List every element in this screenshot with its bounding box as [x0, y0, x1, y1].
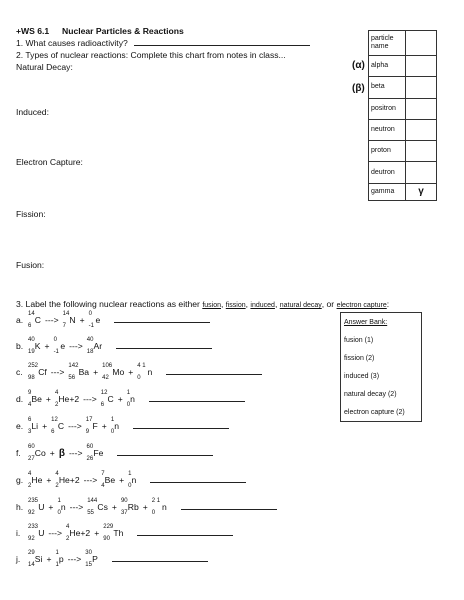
nuclide	[137, 363, 153, 381]
atomic-number: 0	[151, 510, 156, 516]
question-1	[16, 37, 310, 49]
reaction-g	[16, 471, 246, 489]
atomic-number: 37	[120, 510, 128, 516]
alpha-side-symbol: (α)	[352, 60, 365, 71]
mass-number: 60	[86, 444, 94, 450]
atomic-number: 0	[128, 483, 132, 489]
mass-number: 40	[86, 337, 94, 343]
reaction-arrow: --->	[69, 341, 83, 351]
mass-number: 233	[28, 524, 39, 530]
element-symbol: U	[38, 502, 45, 512]
mass-number: 4 1	[137, 363, 146, 369]
plus-sign: +	[46, 475, 52, 485]
nuclide	[28, 311, 42, 329]
atomic-number: 15	[85, 562, 92, 568]
atomic-number: 0	[137, 375, 141, 381]
term-electron-capture: electron capture	[336, 302, 387, 309]
particle-name: proton	[369, 141, 406, 162]
plus-sign: +	[142, 502, 148, 512]
answer-blank[interactable]	[137, 527, 233, 536]
nuclide	[66, 524, 91, 542]
plus-sign: +	[49, 448, 55, 458]
mass-number: 9	[28, 390, 32, 396]
nuclide	[126, 390, 135, 408]
atomic-number: 42	[102, 375, 109, 381]
answer-bank	[340, 312, 422, 422]
atomic-number: 14	[28, 562, 35, 568]
particle-table-header-row	[369, 31, 437, 56]
nuclide	[110, 417, 119, 435]
answer-line-q1[interactable]	[134, 37, 310, 46]
nuclide	[88, 311, 101, 329]
element-symbol: N	[69, 315, 76, 325]
nuclide	[53, 337, 66, 355]
reaction-label: j.	[16, 554, 21, 564]
mass-number: 252	[28, 363, 39, 369]
reaction-label: d.	[16, 394, 24, 404]
atomic-number: 1	[55, 562, 59, 568]
atomic-number: 0	[126, 402, 131, 408]
mass-number: 235	[28, 498, 39, 504]
nuclide	[57, 498, 66, 516]
particle-table	[368, 30, 437, 201]
reaction-label: g.	[16, 475, 24, 485]
mass-number: 12	[100, 390, 108, 396]
answer-bank-item: induced (3)	[344, 373, 380, 380]
particle-symbol-cell[interactable]	[406, 98, 437, 119]
atomic-number: 9	[85, 429, 90, 435]
reaction-c	[16, 363, 262, 381]
nuclide	[68, 363, 90, 381]
section-natural-decay: Natural Decay:	[16, 62, 73, 72]
particle-row	[369, 98, 437, 119]
atomic-number: 7	[62, 323, 66, 329]
answer-blank[interactable]	[133, 420, 229, 429]
element-symbol: C	[57, 421, 65, 431]
answer-blank[interactable]	[166, 366, 262, 375]
particle-name: deutron	[369, 162, 406, 183]
nuclide	[120, 498, 139, 516]
atomic-number: 6	[51, 429, 55, 435]
reaction-arrow: --->	[69, 502, 84, 512]
element-symbol: Be	[31, 394, 42, 404]
particle-name-header: particle name	[369, 31, 406, 56]
answer-blank[interactable]	[150, 474, 246, 483]
nuclide	[62, 311, 76, 329]
atomic-number: 26	[86, 456, 94, 462]
reaction-e	[16, 417, 229, 435]
nuclide	[51, 417, 65, 435]
nuclide	[100, 390, 114, 408]
reaction-arrow: --->	[83, 394, 97, 404]
atomic-number: 2	[55, 483, 59, 489]
atomic-number: 92	[28, 536, 35, 542]
mass-number: 7	[101, 471, 105, 477]
particle-symbol-cell[interactable]	[406, 77, 437, 98]
mass-number: 229	[103, 524, 114, 530]
title-code: +WS 6.1	[16, 26, 50, 36]
mass-number: 1	[55, 550, 59, 556]
nuclide	[28, 444, 46, 462]
mass-number: 40	[28, 337, 35, 343]
question-2: 2. Types of nuclear reactions: Complete this chart from notes in class...	[16, 50, 286, 60]
mass-number: 60	[28, 444, 35, 450]
element-symbol: n	[114, 421, 119, 431]
term-colon: :	[386, 299, 390, 309]
element-symbol: p	[58, 554, 64, 564]
element-symbol: C	[34, 315, 42, 325]
nuclide	[102, 363, 125, 381]
answer-blank[interactable]	[112, 553, 208, 562]
term-or: , or	[321, 299, 337, 309]
mass-number: 29	[28, 550, 35, 556]
reaction-arrow: --->	[45, 315, 59, 325]
element-symbol: P	[92, 554, 98, 564]
atomic-number: 90	[103, 536, 110, 542]
element-symbol: n	[60, 502, 66, 512]
plus-sign: +	[44, 341, 50, 351]
mass-number: 2 1	[151, 498, 161, 504]
particle-name: beta	[369, 77, 406, 98]
element-symbol: n	[161, 502, 167, 512]
particle-row	[369, 183, 437, 200]
plus-sign: +	[94, 528, 100, 538]
reaction-f	[16, 444, 213, 462]
mass-number: 12	[51, 417, 58, 423]
answer-bank-title: Answer Bank:	[344, 319, 388, 326]
question-1-text: 1. What causes radioactivity?	[16, 38, 128, 48]
atomic-number: 0	[110, 429, 115, 435]
element-symbol: β	[58, 448, 65, 459]
answer-blank[interactable]	[114, 314, 210, 323]
nuclide	[28, 471, 43, 489]
mass-number: 0	[53, 337, 57, 343]
mass-number: 14	[28, 311, 35, 317]
mass-number: 6	[28, 417, 32, 423]
mass-number: 14	[62, 311, 70, 317]
section-electron-capture: Electron Capture:	[16, 157, 83, 167]
particle-symbol-cell[interactable]	[406, 119, 437, 140]
reaction-arrow: --->	[68, 421, 82, 431]
answer-bank-item: natural decay (2)	[344, 391, 397, 398]
atomic-number: 2	[28, 483, 32, 489]
element-symbol: e	[60, 341, 66, 351]
reaction-j	[16, 550, 208, 568]
plus-sign: +	[45, 394, 51, 404]
element-symbol: Si	[34, 554, 43, 564]
particle-symbol-cell[interactable]	[406, 162, 437, 183]
nuclide	[28, 390, 42, 408]
atomic-number: 18	[86, 349, 94, 355]
reaction-d	[16, 390, 245, 408]
worksheet-title	[16, 26, 184, 37]
plus-sign: +	[42, 421, 48, 431]
atomic-number: 4	[101, 483, 105, 489]
reaction-label: h.	[16, 502, 24, 512]
particle-row	[369, 119, 437, 140]
nuclide	[28, 337, 41, 355]
nuclide	[59, 448, 65, 459]
atomic-number: 2	[54, 402, 59, 408]
reaction-arrow: --->	[48, 528, 63, 538]
reaction-arrow: --->	[67, 554, 82, 564]
nuclide	[54, 390, 80, 408]
question-3: 3. Label the following nuclear reactions as either fusion, fission, induced, natural decay, or electron capture:	[16, 299, 390, 309]
nuclide	[103, 524, 124, 542]
element-symbol: Li	[31, 421, 39, 431]
element-symbol: Th	[113, 528, 124, 538]
reaction-label: e.	[16, 421, 24, 431]
particle-name: gamma	[369, 183, 406, 200]
term-natural-decay: natural decay	[279, 302, 322, 309]
section-induced: Induced:	[16, 107, 49, 117]
question-3-lead: 3. Label the following nuclear reactions as either	[16, 299, 203, 309]
term-fusion: fusion	[202, 302, 221, 309]
plus-sign: +	[117, 394, 123, 404]
answer-blank[interactable]	[149, 393, 245, 402]
symbol-header-cell[interactable]	[406, 31, 437, 56]
nuclide	[86, 444, 104, 462]
mass-number: 144	[87, 498, 98, 504]
atomic-number: 4	[28, 402, 32, 408]
plus-sign: +	[101, 421, 107, 431]
mass-number: 0	[88, 311, 93, 317]
mass-number: 106	[102, 363, 113, 369]
nuclide	[55, 550, 64, 568]
reaction-i	[16, 524, 233, 542]
element-symbol: He+2	[58, 475, 80, 485]
mass-number: 17	[85, 417, 93, 423]
atomic-number: 19	[28, 349, 35, 355]
nuclide	[28, 550, 43, 568]
atomic-number: 98	[28, 375, 35, 381]
atomic-number: 0	[57, 510, 61, 516]
element-symbol: Co	[34, 448, 46, 458]
atomic-number: 3	[28, 429, 32, 435]
nuclide	[85, 417, 98, 435]
plus-sign: +	[111, 502, 117, 512]
element-symbol: n	[147, 367, 153, 377]
plus-sign: +	[93, 367, 99, 377]
title-text: Nuclear Particles & Reactions	[61, 26, 184, 36]
nuclide	[87, 498, 108, 516]
reaction-label: b.	[16, 341, 24, 351]
plus-sign: +	[128, 367, 134, 377]
particle-row	[369, 77, 437, 98]
atomic-number: -1	[53, 349, 59, 355]
particle-name: alpha	[369, 56, 406, 77]
mass-number: 4	[66, 524, 70, 530]
term-induced: induced	[250, 302, 275, 309]
element-symbol: Be	[104, 475, 116, 485]
atomic-number: 92	[28, 510, 35, 516]
particle-symbol-cell[interactable]	[406, 56, 437, 77]
nuclide	[28, 498, 45, 516]
nuclide	[128, 471, 137, 489]
element-symbol: n	[131, 475, 137, 485]
particle-row	[369, 162, 437, 183]
nuclide	[151, 498, 167, 516]
mass-number: 4	[28, 471, 32, 477]
particle-name: positron	[369, 98, 406, 119]
element-symbol: Ba	[78, 367, 90, 377]
particle-row	[369, 141, 437, 162]
answer-bank-item: fission (2)	[344, 355, 375, 362]
nuclide	[28, 417, 39, 435]
element-symbol: He+2	[69, 528, 91, 538]
answer-bank-item: electron capture (2)	[344, 409, 405, 416]
reaction-arrow: --->	[50, 367, 65, 377]
element-symbol: F	[92, 421, 98, 431]
reaction-label: a.	[16, 315, 24, 325]
mass-number: 142	[68, 363, 79, 369]
element-symbol: Fe	[93, 448, 104, 458]
element-symbol: Ar	[93, 341, 103, 351]
atomic-number: 6	[28, 323, 32, 329]
nuclide	[101, 471, 116, 489]
particle-symbol-cell[interactable]	[406, 141, 437, 162]
element-symbol: U	[38, 528, 45, 538]
atomic-number: 55	[87, 510, 94, 516]
particle-row	[369, 56, 437, 77]
answer-blank[interactable]	[116, 340, 212, 349]
mass-number: 4	[55, 471, 59, 477]
section-fission: Fission:	[16, 209, 46, 219]
plus-sign: +	[79, 315, 85, 325]
mass-number: 1	[110, 417, 115, 423]
element-symbol: Mo	[112, 367, 125, 377]
mass-number: 90	[120, 498, 128, 504]
reaction-b	[16, 337, 212, 355]
section-fusion: Fusion:	[16, 260, 45, 270]
element-symbol: K	[34, 341, 41, 351]
nuclide	[86, 337, 103, 355]
beta-side-symbol: (β)	[352, 83, 365, 94]
reaction-arrow: --->	[68, 448, 83, 458]
particle-symbol-cell[interactable]: γ	[406, 183, 437, 200]
atomic-number: -1	[88, 323, 95, 329]
reaction-label: c.	[16, 367, 23, 377]
element-symbol: Cf	[38, 367, 47, 377]
element-symbol: He+2	[58, 394, 80, 404]
mass-number: 1	[126, 390, 131, 396]
answer-blank[interactable]	[181, 501, 277, 510]
mass-number: 4	[54, 390, 59, 396]
answer-bank-item: fusion (1)	[344, 337, 374, 344]
mass-number: 1	[57, 498, 61, 504]
reaction-h	[16, 498, 277, 516]
mass-number: 30	[85, 550, 92, 556]
reaction-a	[16, 311, 210, 329]
reaction-label: f.	[16, 448, 21, 458]
atomic-number: 27	[28, 456, 35, 462]
element-symbol: n	[130, 394, 135, 404]
term-fission: fission	[225, 302, 246, 309]
element-symbol: Rb	[127, 502, 139, 512]
atomic-number: 56	[68, 375, 76, 381]
nuclide	[55, 471, 80, 489]
nuclide	[28, 524, 45, 542]
element-symbol: He	[31, 475, 43, 485]
plus-sign: +	[46, 554, 52, 564]
atomic-number: 2	[66, 536, 70, 542]
reaction-arrow: --->	[83, 475, 98, 485]
particle-name: neutron	[369, 119, 406, 140]
nuclide	[85, 550, 98, 568]
element-symbol: e	[95, 315, 101, 325]
element-symbol: C	[107, 394, 114, 404]
plus-sign: +	[48, 502, 54, 512]
mass-number: 1	[128, 471, 132, 477]
answer-blank[interactable]	[117, 447, 213, 456]
nuclide	[28, 363, 47, 381]
reaction-label: i.	[16, 528, 21, 538]
atomic-number: 6	[100, 402, 105, 408]
plus-sign: +	[119, 475, 125, 485]
element-symbol: Cs	[97, 502, 108, 512]
